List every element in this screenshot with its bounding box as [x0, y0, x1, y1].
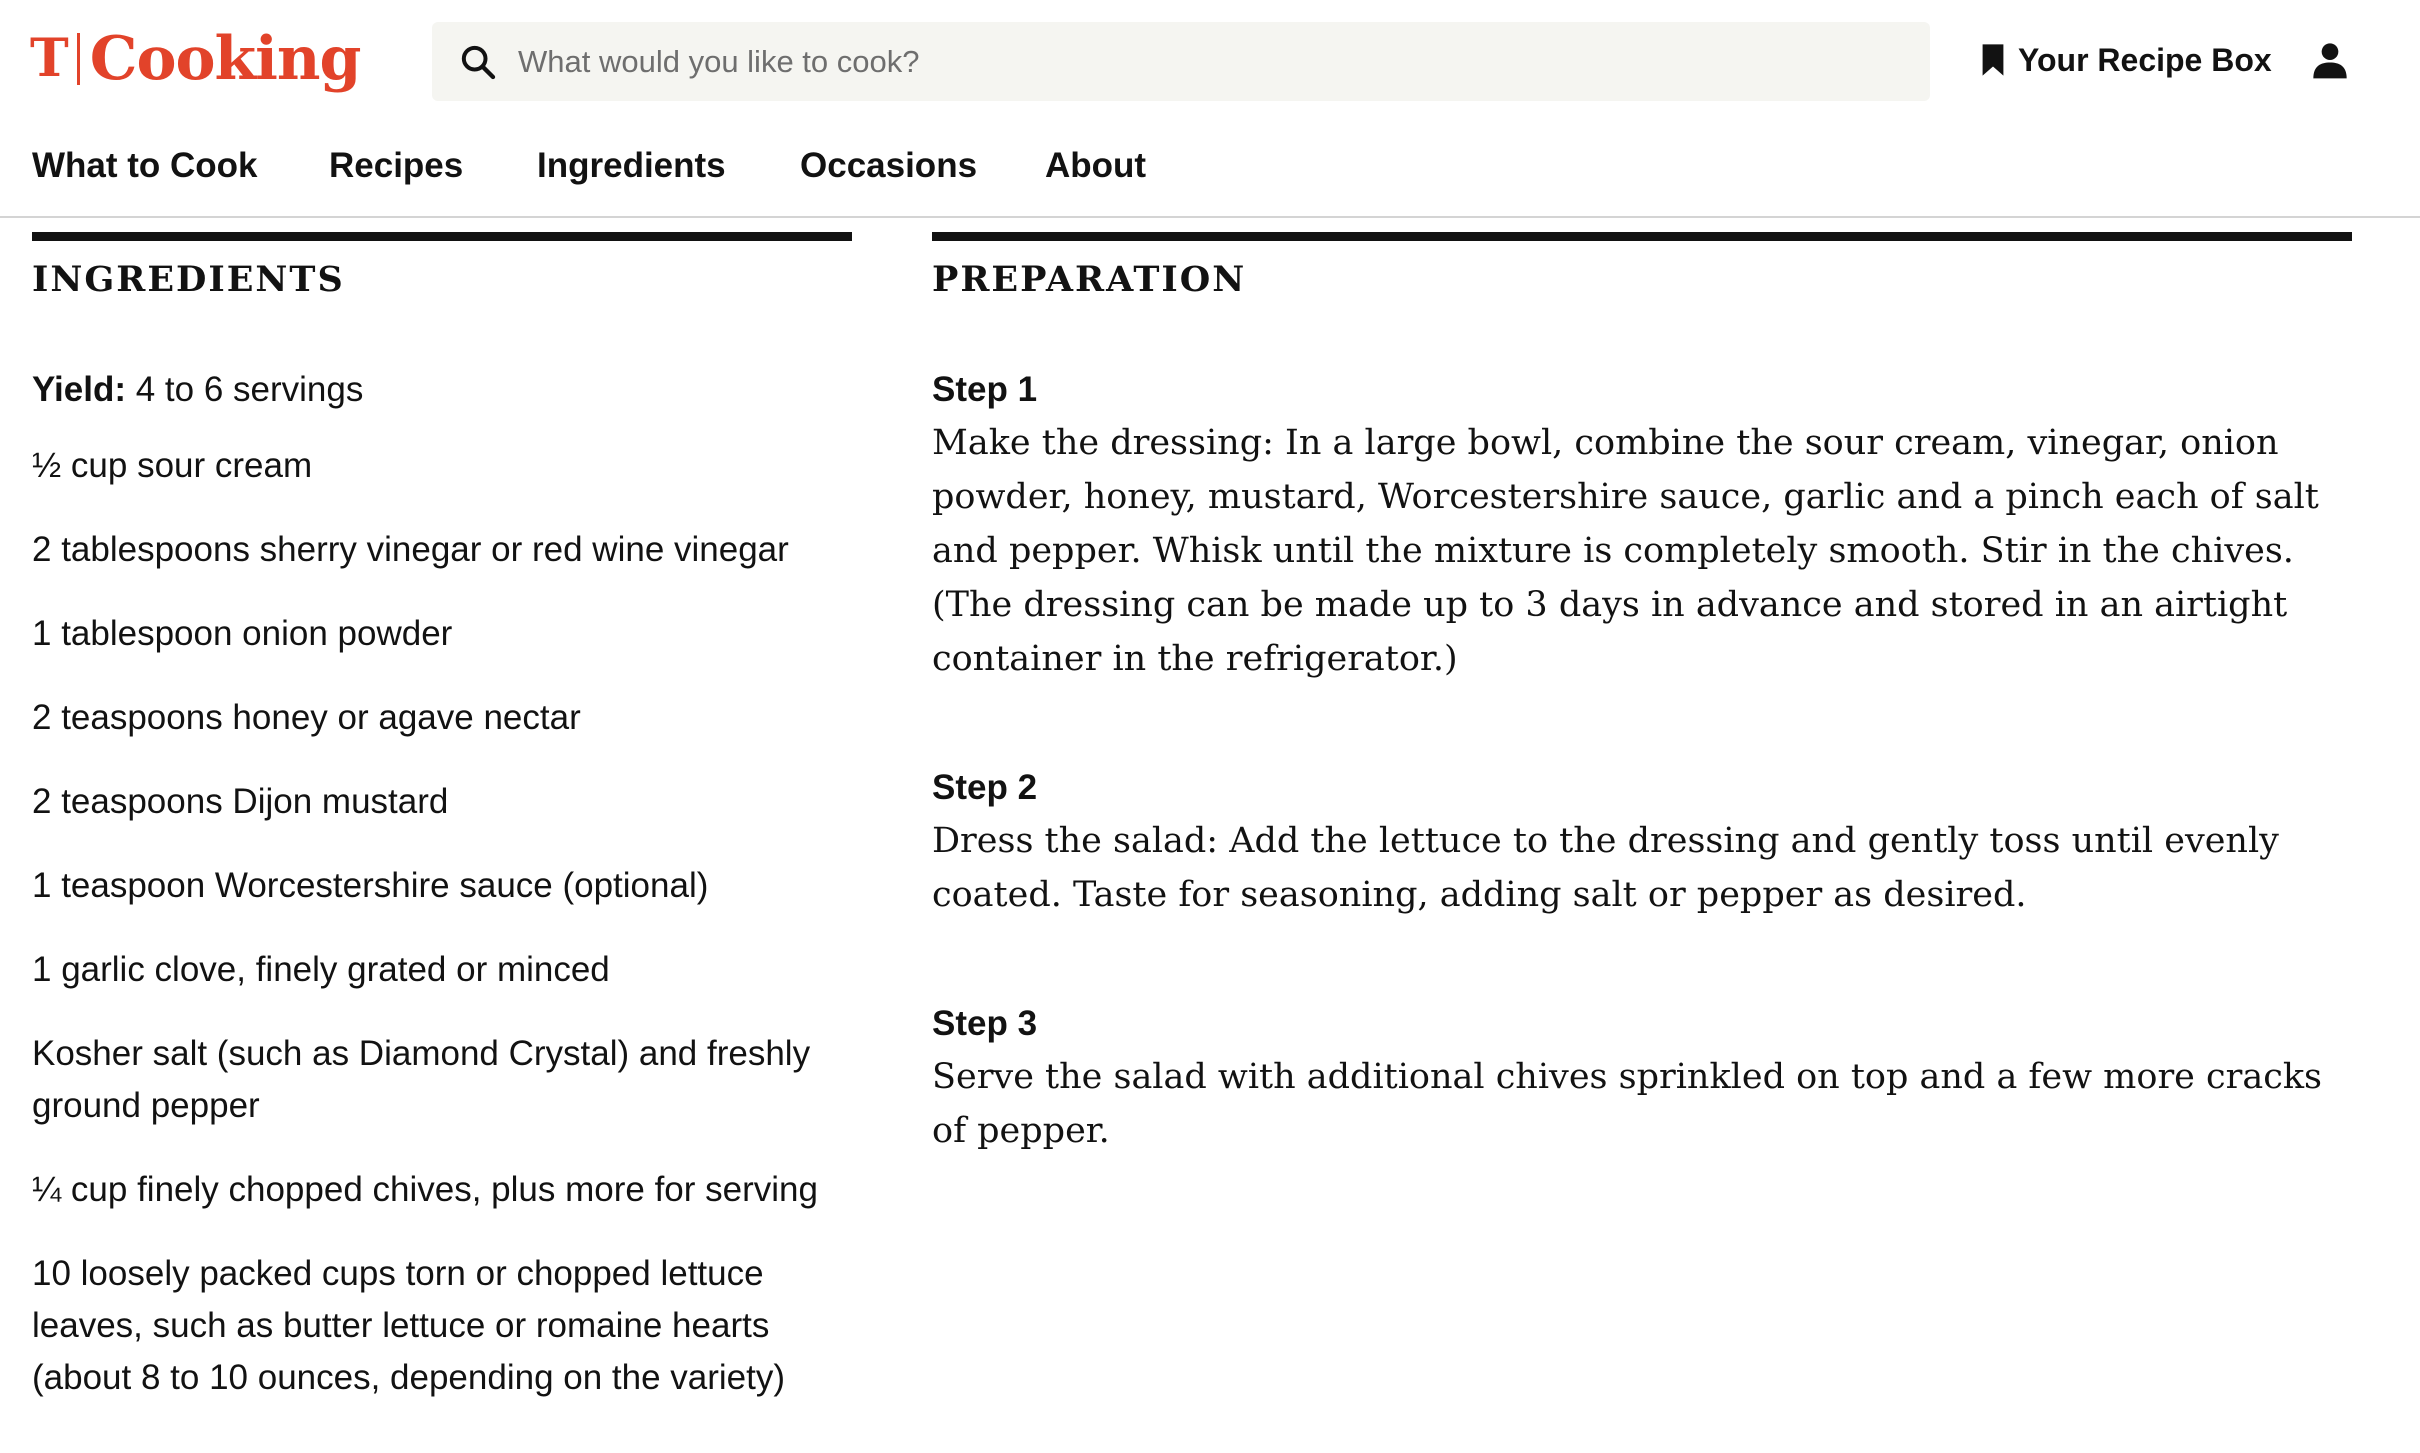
- preparation-section: [932, 232, 2352, 1158]
- step-2: [932, 766, 2352, 922]
- ingredients-heading: INGREDIENTS: [32, 259, 345, 300]
- ingredients-section: [32, 232, 852, 1436]
- ingredient-item: 2 teaspoons Dijon mustard: [32, 782, 449, 821]
- ingredient-item: 1 garlic clove, finely grated or minced: [32, 950, 610, 989]
- ingredient-item: 2 teaspoons honey or agave nectar: [32, 698, 581, 737]
- nav-item-what-to-cook[interactable]: What to Cook: [32, 146, 258, 185]
- ingredient-item: 2 tablespoons sherry vinegar or red wine vinegar: [32, 530, 789, 569]
- ingredient-item: ½ cup sour cream: [32, 446, 313, 485]
- step-1: [932, 368, 2352, 686]
- recipe-box-link[interactable]: [1980, 35, 2272, 85]
- preparation-rule: [932, 232, 2352, 241]
- user-icon[interactable]: [2310, 40, 2350, 80]
- ingredient-item: Kosher salt (such as Diamond Crystal) and freshly ground pepper: [32, 1034, 811, 1125]
- nyt-logo-mark: T: [30, 28, 67, 89]
- site-header: [0, 0, 2420, 124]
- preparation-heading: PREPARATION: [932, 259, 1247, 300]
- search-bar[interactable]: [432, 22, 1930, 101]
- step-title: Step 1: [932, 370, 1038, 409]
- ingredient-item: 1 tablespoon onion powder: [32, 614, 453, 653]
- step-text: Make the dressing: In a large bowl, combine the sour cream, vinegar, onion powder, honey, mustard, Worcestershire sauce, garlic and a pinch each of salt and pepper. Whisk until the mixture is completely smooth. Stir in the chives. (The dressing can be made up to 3 days in advance and stored in an airtight container in the refrigerator.): [932, 423, 2319, 679]
- ingredient-item: ¼ cup finely chopped chives, plus more for serving: [32, 1170, 818, 1209]
- logo-divider: [77, 33, 80, 85]
- search-input[interactable]: [516, 43, 1816, 81]
- nav-item-ingredients[interactable]: Ingredients: [537, 146, 726, 185]
- ingredients-rule: [32, 232, 852, 241]
- step-3: [932, 1002, 2352, 1158]
- ingredient-item: 1 teaspoon Worcestershire sauce (optional): [32, 866, 709, 905]
- ingredient-list: [32, 440, 852, 1404]
- step-title: Step 2: [932, 768, 1038, 807]
- logo-wordmark: Cooking: [89, 24, 361, 94]
- main-nav: [0, 124, 2420, 218]
- nav-item-occasions[interactable]: Occasions: [800, 146, 978, 185]
- nav-item-about[interactable]: About: [1045, 146, 1147, 185]
- step-title: Step 3: [932, 1004, 1038, 1043]
- search-icon[interactable]: [458, 42, 498, 82]
- step-text: Serve the salad with additional chives sprinkled on top and a few more cracks of pepper.: [932, 1057, 2322, 1151]
- yield-value: 4 to 6 servings: [126, 370, 364, 409]
- nav-item-recipes[interactable]: Recipes: [329, 146, 464, 185]
- step-text: Dress the salad: Add the lettuce to the dressing and gently toss until evenly coated. Taste for seasoning, adding salt or pepper as desired.: [932, 821, 2279, 915]
- yield-label: Yield:: [32, 370, 126, 409]
- ingredient-item: 10 loosely packed cups torn or chopped lettuce leaves, such as butter lettuce or romaine hearts (about 8 to 10 ounces, depending on the variety): [32, 1254, 786, 1397]
- cooking-logo[interactable]: [30, 24, 360, 94]
- recipe-yield: [32, 368, 852, 412]
- bookmark-icon: [1980, 43, 2006, 77]
- recipe-box-label: Your Recipe Box: [2018, 41, 2272, 78]
